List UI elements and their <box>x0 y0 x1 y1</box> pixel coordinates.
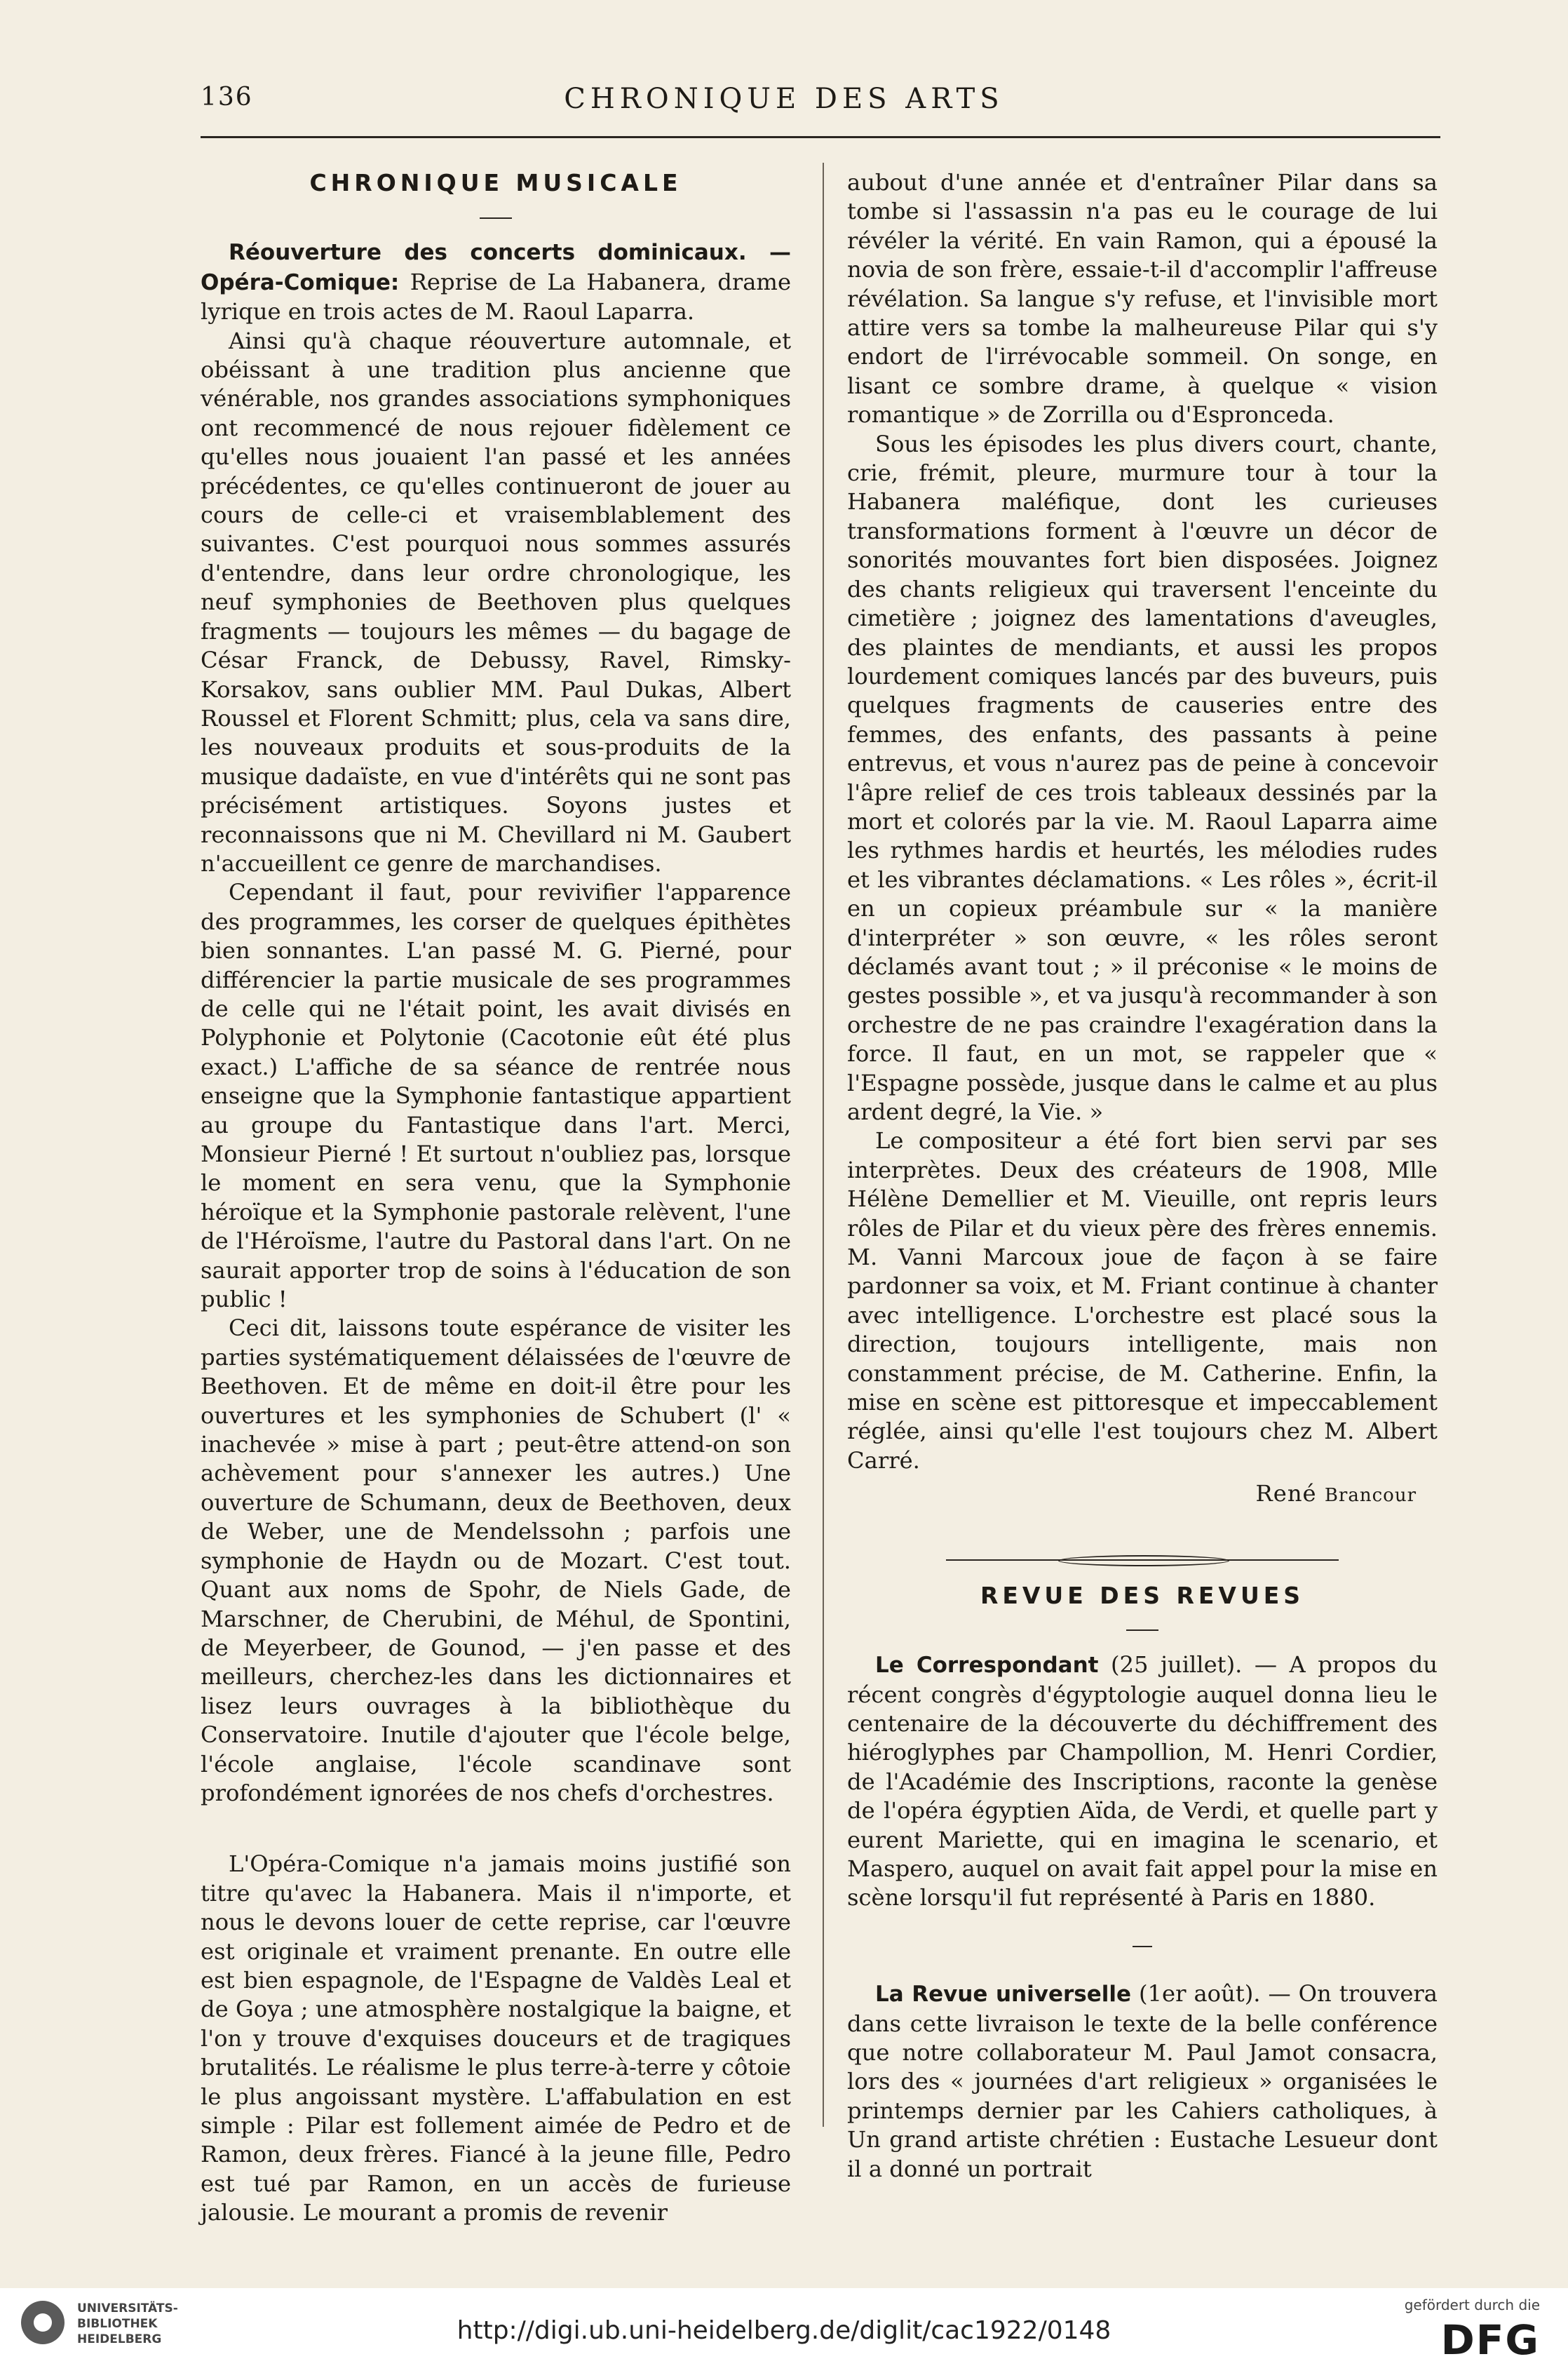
review-paragraph <box>847 1651 1438 1913</box>
review-dash <box>847 1931 1438 1960</box>
section-title-revue-des-revues: REVUE DES REVUES <box>980 1581 1305 1609</box>
left-column <box>201 168 791 2228</box>
signature <box>847 1479 1438 1510</box>
section-title-chronique-musicale: CHRONIQUE MUSICALE <box>309 169 682 196</box>
body-paragraph: aubout d'une année et d'entraîner Pilar dans sa tombe si l'assassin n'a pas eu le courage de lui révéler la vérité. En vain Ramon, qui a épousé la novia de son frère, essaie-t-il d'accomplir l'affreuse révélation. Sa langue s'y refuse, et l'invisible mort attire vers sa tombe la malheureuse Pilar qui s'y endort de l'irrévocable sommeil. On songe, en lisant ce sombre drame, à quelque « vision romantique » de Zorrilla ou d'Espronceda. <box>847 169 1438 429</box>
section-dash <box>847 1615 1438 1644</box>
ornament-divider <box>847 1539 1438 1553</box>
body-paragraph: L'Opéra-Comique n'a jamais moins justifié son titre qu'avec la Habanera. Mais il n'importe, et nous le devons louer de cette reprise, car l'œuvre est originale et vraiment prenante. En outre elle est bien espagnole, de l'Espagne de Valdès Leal et de Goya ; une atmosphère nostalgique la baigne, et l'on y trouve d'exquises douceurs et de tragiques brutalités. Le réalisme le plus terre-à-terre y côtoie le plus angoissant mystère. L'affabulation en est simple : Pilar est follement aimée de Pedro et de Ramon, deux frères. Fiancé à la jeune fille, Pedro est tué par Ramon, en un accès de furieuse jalousie. Le mourant a promis de revenir <box>201 1850 791 2226</box>
review-text: (1er août). — On trouvera dans cette livraison le texte de la belle conférence que notre collaborateur M. Paul Jamot consacra, lors des « journées d'art religieux » organisées le printemps dernier par les Cahiers catholiques, à Un grand artiste chrétien : Eustache Lesueur dont il a donné un portrait <box>847 1980 1438 2182</box>
body-paragraph: Le compositeur a été fort bien servi par ses interprètes. Deux des créateurs de 1908, Mlle Hélène Demellier et M. Vieuille, ont repris leurs rôles de Pilar et du vieux père des frères ennemis. M. Vanni Marcoux joue de façon à se faire pardonner sa voix, et M. Friant continue à chanter avec intelligence. L'orchestre est placé sous la direction, toujours intelligente, mais non constamment précise, de M. Catherine. Enfin, la mise en scène est pittoresque et impeccablement réglée, ainsi qu'elle l'est toujours chez M. Albert Carré. <box>847 1127 1438 1474</box>
signature-first: René <box>1255 1480 1317 1507</box>
body-paragraph: Ainsi qu'à chaque réouverture automnale, et obéissant à une tradition plus ancienne que vénérable, nos grandes associations symphoniques ont recommencé de nous rejouer fidèlement ce qu'elles nous jouaient l'an passé et les années précédentes, ce qu'elles continueront de jouer au cours de celle-ci et vraisemblablement des suivantes. C'est pourquoi nous sommes assurés d'entendre, dans leur ordre chronologique, les neuf symphonies de Beethoven plus quelques fragments — toujours les mêmes — du bagage de César Franck, de Debussy, Ravel, Rimsky-Korsakov, sans oublier MM. Paul Dukas, Albert Roussel et Florent Schmitt; plus, cela va sans dire, les nouveaux produits et sous-produits de la musique dadaïste, en vue d'intérêts qui ne sont pas précisément artistiques. Soyons justes et reconnaissons que ni M. Chevillard ni M. Gaubert n'accueillent ce genre de marchandises. <box>201 327 791 877</box>
dfg-logo: DFG <box>1440 2316 1540 2364</box>
running-header <box>0 83 1568 132</box>
page-number: 136 <box>201 83 253 112</box>
source-url-link[interactable]: http://digi.ub.uni-heidelberg.de/diglit/cac1922/0148 <box>457 2316 1111 2345</box>
lead-paragraph <box>201 238 791 326</box>
right-column <box>847 168 1438 2184</box>
review-paragraph <box>847 1979 1438 2184</box>
review-title: Le Correspondant <box>875 1653 1099 1679</box>
review-title: La Revue universelle <box>875 1982 1132 2008</box>
digitization-footer <box>0 2288 1568 2366</box>
funding-note: gefördert durch die <box>1404 2297 1540 2313</box>
review-text: (25 juillet). — A propos du récent congrès d'égyptologie auquel donna lieu le centenaire de la découverte du déchiffrement des hiéroglyphes par Champollion, M. Henri Cordier, de l'Académie des Inscriptions, raconte la genèse de l'opéra égyptien Aïda, de Verdi, et quelle part y eurent Mariette, qui en imagina le scenario, et Maspero, auquel on avait fait appel pour la mise en scène lorsqu'il fut représenté à Paris en 1880. <box>847 1651 1438 1911</box>
body-paragraph: Ceci dit, laissons toute espérance de visiter les parties systématiquement délaissées de l'œuvre de Beethoven. Et de même en doit-il être pour les ouvertures et les symphonies de Schubert (l' « inachevée » mise à part ; peut-être attend-on son achèvement pour s'annexer les autres.) Une ouverture de Schumann, deux de Beethoven, deux de Weber, une de Mendelssohn ; parfois une symphonie de Haydn ou de Mozart. C'est tout. Quant aux noms de Spohr, de Niels Gade, de Marschner, de Cherubini, de Méhul, de Spontini, de Meyerbeer, de Gounod, — j'en passe et des meilleurs, cherchez-les dans les dictionnaires et lisez leurs ouvrages à la bibliothèque du Conservatoire. Inutile d'ajouter que l'école belge, l'école anglaise, l'école scandinave sont profondément ignorées de nos chefs d'orchestres. <box>201 1315 791 1806</box>
header-rule <box>201 136 1440 138</box>
running-title: CHRONIQUE DES ARTS <box>564 83 1004 115</box>
body-paragraph: Sous les épisodes les plus divers court, chante, crie, frémit, pleure, murmure tour à tour la Habanera maléfique, dont les curieuses transformations forment à l'œuvre un décor de sonorités mouvantes fort bien disposées. Joignez des chants religieux qui traversent l'enceinte du cimetière ; joignez des lamentations d'aveugles, des plaintes de mendiants, et aussi les propos lourdement comiques lancés par des buveurs, puis quelques fragments de causeries entre des femmes, des enfants, des passants à peine entrevus, et vous n'aurez pas de peine à concevoir l'âpre relief de ces trois tableaux dessinés par la mort et colorés par la vie. M. Raoul Laparra aime les rythmes hardis et heurtés, les mélodies rudes et les vibrantes déclamations. « Les rôles », écrit-il en un copieux préambule sur « la manière d'interpréter » son œuvre, « les rôles seront déclamés avant tout ; » il préconise « le moins de gestes possible », et va jusqu'à recommander à son orchestre de ne pas craindre l'exagération dans la force. Il faut, en un mot, se rappeler que « l'Espagne possède, jusque dans le calme et au plus ardent degré, la Vie. » <box>847 430 1438 1125</box>
library-name: UNIVERSITÄTS- BIBLIOTHEK HEIDELBERG <box>77 2301 178 2346</box>
paragraph-gap <box>201 1808 791 1850</box>
column-rule <box>823 163 824 2127</box>
section-dash <box>201 202 791 231</box>
signature-last: Brancour <box>1324 1485 1417 1507</box>
body-paragraph: Cependant il faut, pour revivifier l'apparence des programmes, les corser de quelques épithètes bien sonnantes. L'an passé M. G. Pierné, pour différencier la partie musicale de ses programmes de celle qui ne l'était point, les avait divisés en Polyphonie et Polytonie (Cacotonie eût été plus exact.) L'affiche de sa séance de rentrée nous enseigne que la Symphonie fantastique appartient au groupe du Fantastique dans l'art. Merci, Monsieur Pierné ! Et surtout n'oubliez pas, lorsque le moment en sera venu, que la Symphonie héroïque et la Symphonie pastorale relèvent, l'une de l'Héroïsme, l'autre du Pastoral dans l'art. On ne saurait apporter trop de soins à l'éducation de son public ! <box>201 879 791 1313</box>
lead-bold: Réouverture des concerts dominicaux. — Opéra-Comique: <box>201 240 791 295</box>
lead-text: Reprise de La Habanera, drame lyrique en trois actes de M. Raoul Laparra. <box>201 268 791 325</box>
